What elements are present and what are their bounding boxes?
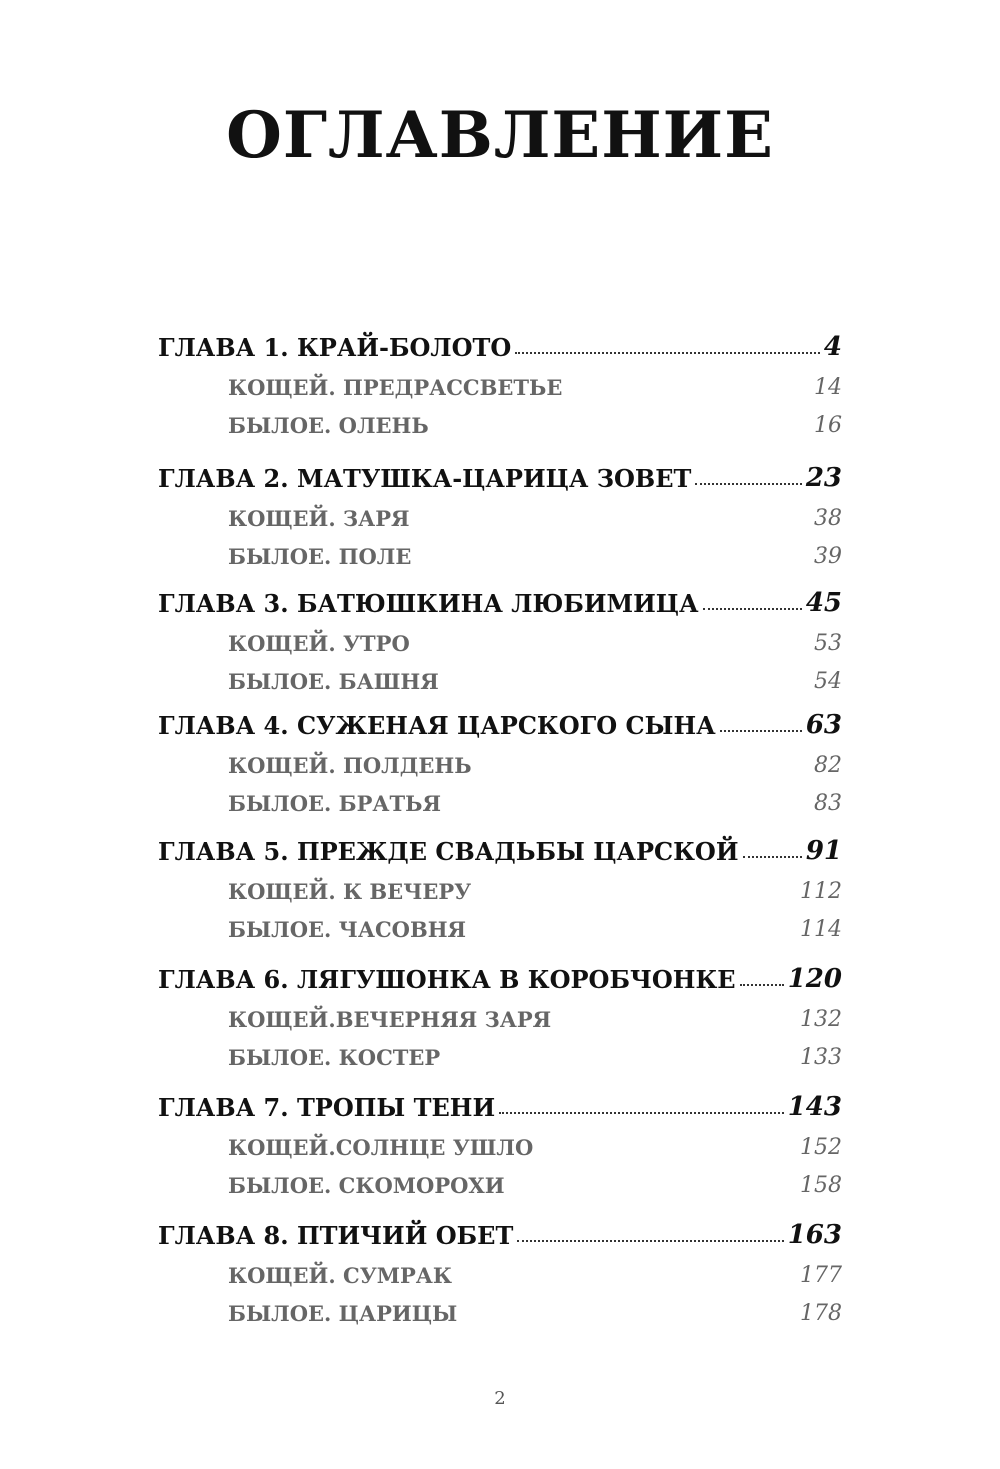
toc-subsection-row[interactable] (158, 746, 842, 778)
toc-subsection-title: КОЩЕЙ. УТРО (228, 631, 410, 656)
toc-chapter-title: ГЛАВА 6. ЛЯГУШОНКА В КОРОБЧОНКЕ (158, 965, 736, 994)
toc-leader-dots (515, 351, 820, 354)
toc-chapter-row[interactable] (158, 962, 842, 994)
toc-page-number: 158 (800, 1173, 842, 1198)
toc-subsection-row[interactable] (158, 1128, 842, 1160)
toc-chapter-title: ГЛАВА 7. ТРОПЫ ТЕНИ (158, 1093, 496, 1122)
toc-subsection-row[interactable] (158, 910, 842, 942)
toc-chapter-row[interactable] (158, 461, 842, 493)
toc-leader-dots (703, 607, 802, 610)
toc-page-number: 132 (800, 1007, 842, 1032)
toc-subsection-row[interactable] (158, 784, 842, 816)
toc-chapter-title: ГЛАВА 1. КРАЙ-БОЛОТО (158, 333, 512, 362)
toc-page-number: 178 (800, 1301, 842, 1326)
toc-subsection-title: КОЩЕЙ. ПОЛДЕНЬ (228, 753, 472, 778)
toc-chapter-row[interactable] (158, 1218, 842, 1250)
toc-subsection-title: КОЩЕЙ. ПРЕДРАССВЕТЬЕ (228, 375, 563, 400)
toc-page-number: 23 (805, 463, 842, 493)
toc-subsection-row[interactable] (158, 406, 842, 438)
toc-leader-dots (740, 983, 784, 986)
toc-subsection-title: БЫЛОЕ. ЧАСОВНЯ (228, 917, 467, 942)
toc-leader-dots (695, 482, 801, 485)
toc-leader-dots (517, 1239, 783, 1242)
toc-subsection-title: КОЩЕЙ. ЗАРЯ (228, 506, 410, 531)
toc-page-number: 4 (823, 332, 842, 362)
toc-subsection-title: БЫЛОЕ. БАШНЯ (228, 669, 439, 694)
toc-subsection-title: БЫЛОЕ. КОСТЕР (228, 1045, 441, 1070)
toc-subsection-title: БЫЛОЕ. БРАТЬЯ (228, 791, 441, 816)
toc-page-number: 152 (800, 1135, 842, 1160)
toc-page-number: 163 (787, 1220, 842, 1250)
toc-chapter-row[interactable] (158, 834, 842, 866)
toc-chapter-row[interactable] (158, 708, 842, 740)
toc-page-number: 63 (805, 710, 842, 740)
toc-chapter-title: ГЛАВА 4. СУЖЕНАЯ ЦАРСКОГО СЫНА (158, 711, 716, 740)
toc-subsection-title: БЫЛОЕ. СКОМОРОХИ (228, 1173, 505, 1198)
toc-chapter-row[interactable] (158, 1090, 842, 1122)
toc-page-number: 38 (814, 506, 842, 531)
toc-page-number: 45 (805, 588, 842, 618)
toc-page-number: 82 (814, 753, 842, 778)
toc-chapter-row[interactable] (158, 330, 842, 362)
toc-leader-dots (720, 729, 802, 732)
toc-page-number: 133 (800, 1045, 842, 1070)
toc-page-number: 53 (814, 631, 842, 656)
toc-subsection-row[interactable] (158, 368, 842, 400)
page-title: ОГЛАВЛЕНИЕ (226, 98, 774, 173)
toc-chapter-title: ГЛАВА 3. БАТЮШКИНА ЛЮБИМИЦА (158, 589, 699, 618)
toc-page-number: 83 (814, 791, 842, 816)
toc-page-number: 54 (814, 669, 842, 694)
toc-page-number: 14 (814, 375, 842, 400)
toc-chapter-title: ГЛАВА 5. ПРЕЖДЕ СВАДЬБЫ ЦАРСКОЙ (158, 837, 739, 866)
toc-page-number: 120 (787, 964, 842, 994)
toc-chapter-row[interactable] (158, 586, 842, 618)
toc-subsection-row[interactable] (158, 1256, 842, 1288)
page-number: 2 (494, 1388, 506, 1409)
toc-leader-dots (499, 1111, 784, 1114)
toc-chapter-title: ГЛАВА 8. ПТИЧИЙ ОБЕТ (158, 1221, 514, 1250)
toc-subsection-row[interactable] (158, 1166, 842, 1198)
toc-subsection-title: КОЩЕЙ.ВЕЧЕРНЯЯ ЗАРЯ (228, 1007, 552, 1032)
toc-subsection-row[interactable] (158, 624, 842, 656)
toc-page-number: 16 (814, 413, 842, 438)
toc-subsection-title: БЫЛОЕ. ПОЛЕ (228, 544, 412, 569)
toc-page-number: 91 (805, 836, 842, 866)
toc-subsection-row[interactable] (158, 1000, 842, 1032)
toc-subsection-title: КОЩЕЙ. К ВЕЧЕРУ (228, 879, 472, 904)
toc-page-number: 112 (800, 879, 842, 904)
toc-subsection-row[interactable] (158, 499, 842, 531)
toc-page-number: 114 (800, 917, 842, 942)
toc-subsection-title: КОЩЕЙ.СОЛНЦЕ УШЛО (228, 1135, 534, 1160)
toc-leader-dots (743, 855, 802, 858)
toc-subsection-row[interactable] (158, 537, 842, 569)
toc-subsection-title: БЫЛОЕ. ОЛЕНЬ (228, 413, 429, 438)
toc-chapter-title: ГЛАВА 2. МАТУШКА-ЦАРИЦА ЗОВЕТ (158, 464, 692, 493)
toc-subsection-row[interactable] (158, 1038, 842, 1070)
toc-subsection-title: БЫЛОЕ. ЦАРИЦЫ (228, 1301, 458, 1326)
toc-subsection-row[interactable] (158, 662, 842, 694)
toc-page-number: 143 (787, 1092, 842, 1122)
toc-subsection-row[interactable] (158, 872, 842, 904)
toc-subsection-title: КОЩЕЙ. СУМРАК (228, 1263, 453, 1288)
toc-page-number: 39 (814, 544, 842, 569)
toc-subsection-row[interactable] (158, 1294, 842, 1326)
toc-page-number: 177 (800, 1263, 842, 1288)
